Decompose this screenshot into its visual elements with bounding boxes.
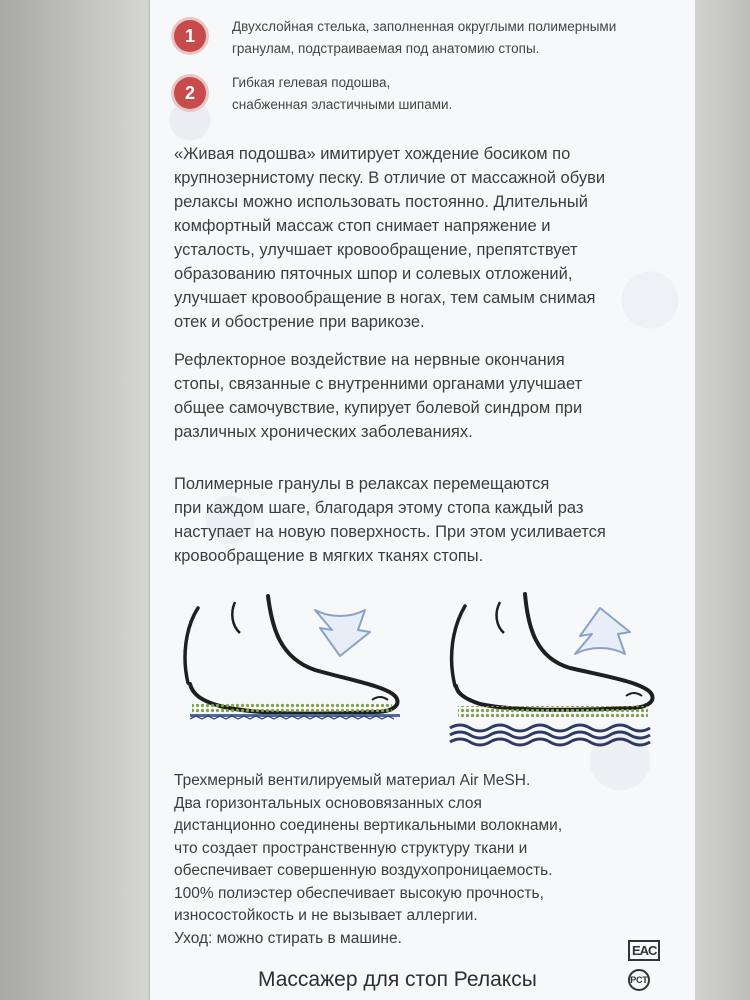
foot-diagram [180,588,680,763]
paragraph-live-sole: «Живая подошва» имитирует хождение босиком по крупнозернистому песку. В отличие от массажной обуви релаксы можно использовать постоянно. Длительный комфортный массаж стоп снимает напряжение и усталость, улучшает кровообращение, препятствует образованию пяточных шпор и солевых отложений, улучшает кровообращение в ногах, тем самым снимая отек и обострение при варикозе. [174,145,606,331]
rst-mark-icon: РСТ [628,969,650,991]
foot-right-icon [450,594,653,745]
certification-marks [628,940,658,991]
background-right [695,0,750,1000]
paragraph-material: Трехмерный вентилируемый материал Air MeSH. Два горизонтальных основовязанных слоя дистанционно соединены вертикальными волокнами, что создает пространственную структуру ткани и обеспечивает совершенную воздухопроницаемость. 100% полиэстер обеспечивает высокую прочность, износостойкость и не вызывает аллергии. Уход: можно стирать в машине. [174,772,563,947]
arrow-up-icon [575,608,630,654]
eac-mark-icon: EAC [628,940,660,961]
feature-1-badge: 1 [174,20,206,52]
paragraph-reflex: Рефлекторное воздействие на нервные окончания стопы, связанные с внутренними органами улучшает общее самочувствие, купирует болевой синдром при различных хронических заболеваниях. [174,351,583,441]
feature-2-text: Гибкая гелевая подошва, снабженная эластичными шипами. [232,75,453,112]
background-left [0,0,150,1000]
arrow-down-icon [315,610,370,656]
paragraph-granules: Полимерные гранулы в релаксах перемещаются при каждом шаге, благодаря этому стопа каждый раз наступает на новую поверхность. При этом усиливается кровообращение в мягких тканях стопы. [174,475,606,565]
footer-product-title: Массажер для стоп Релаксы [258,968,537,991]
feature-2-badge: 2 [174,77,206,109]
feature-1-text: Двухслойная стелька, заполненная округлыми полимерными гранулам, подстраиваемая под анатомию стопы. [232,19,617,56]
foot-left-icon [185,596,400,719]
